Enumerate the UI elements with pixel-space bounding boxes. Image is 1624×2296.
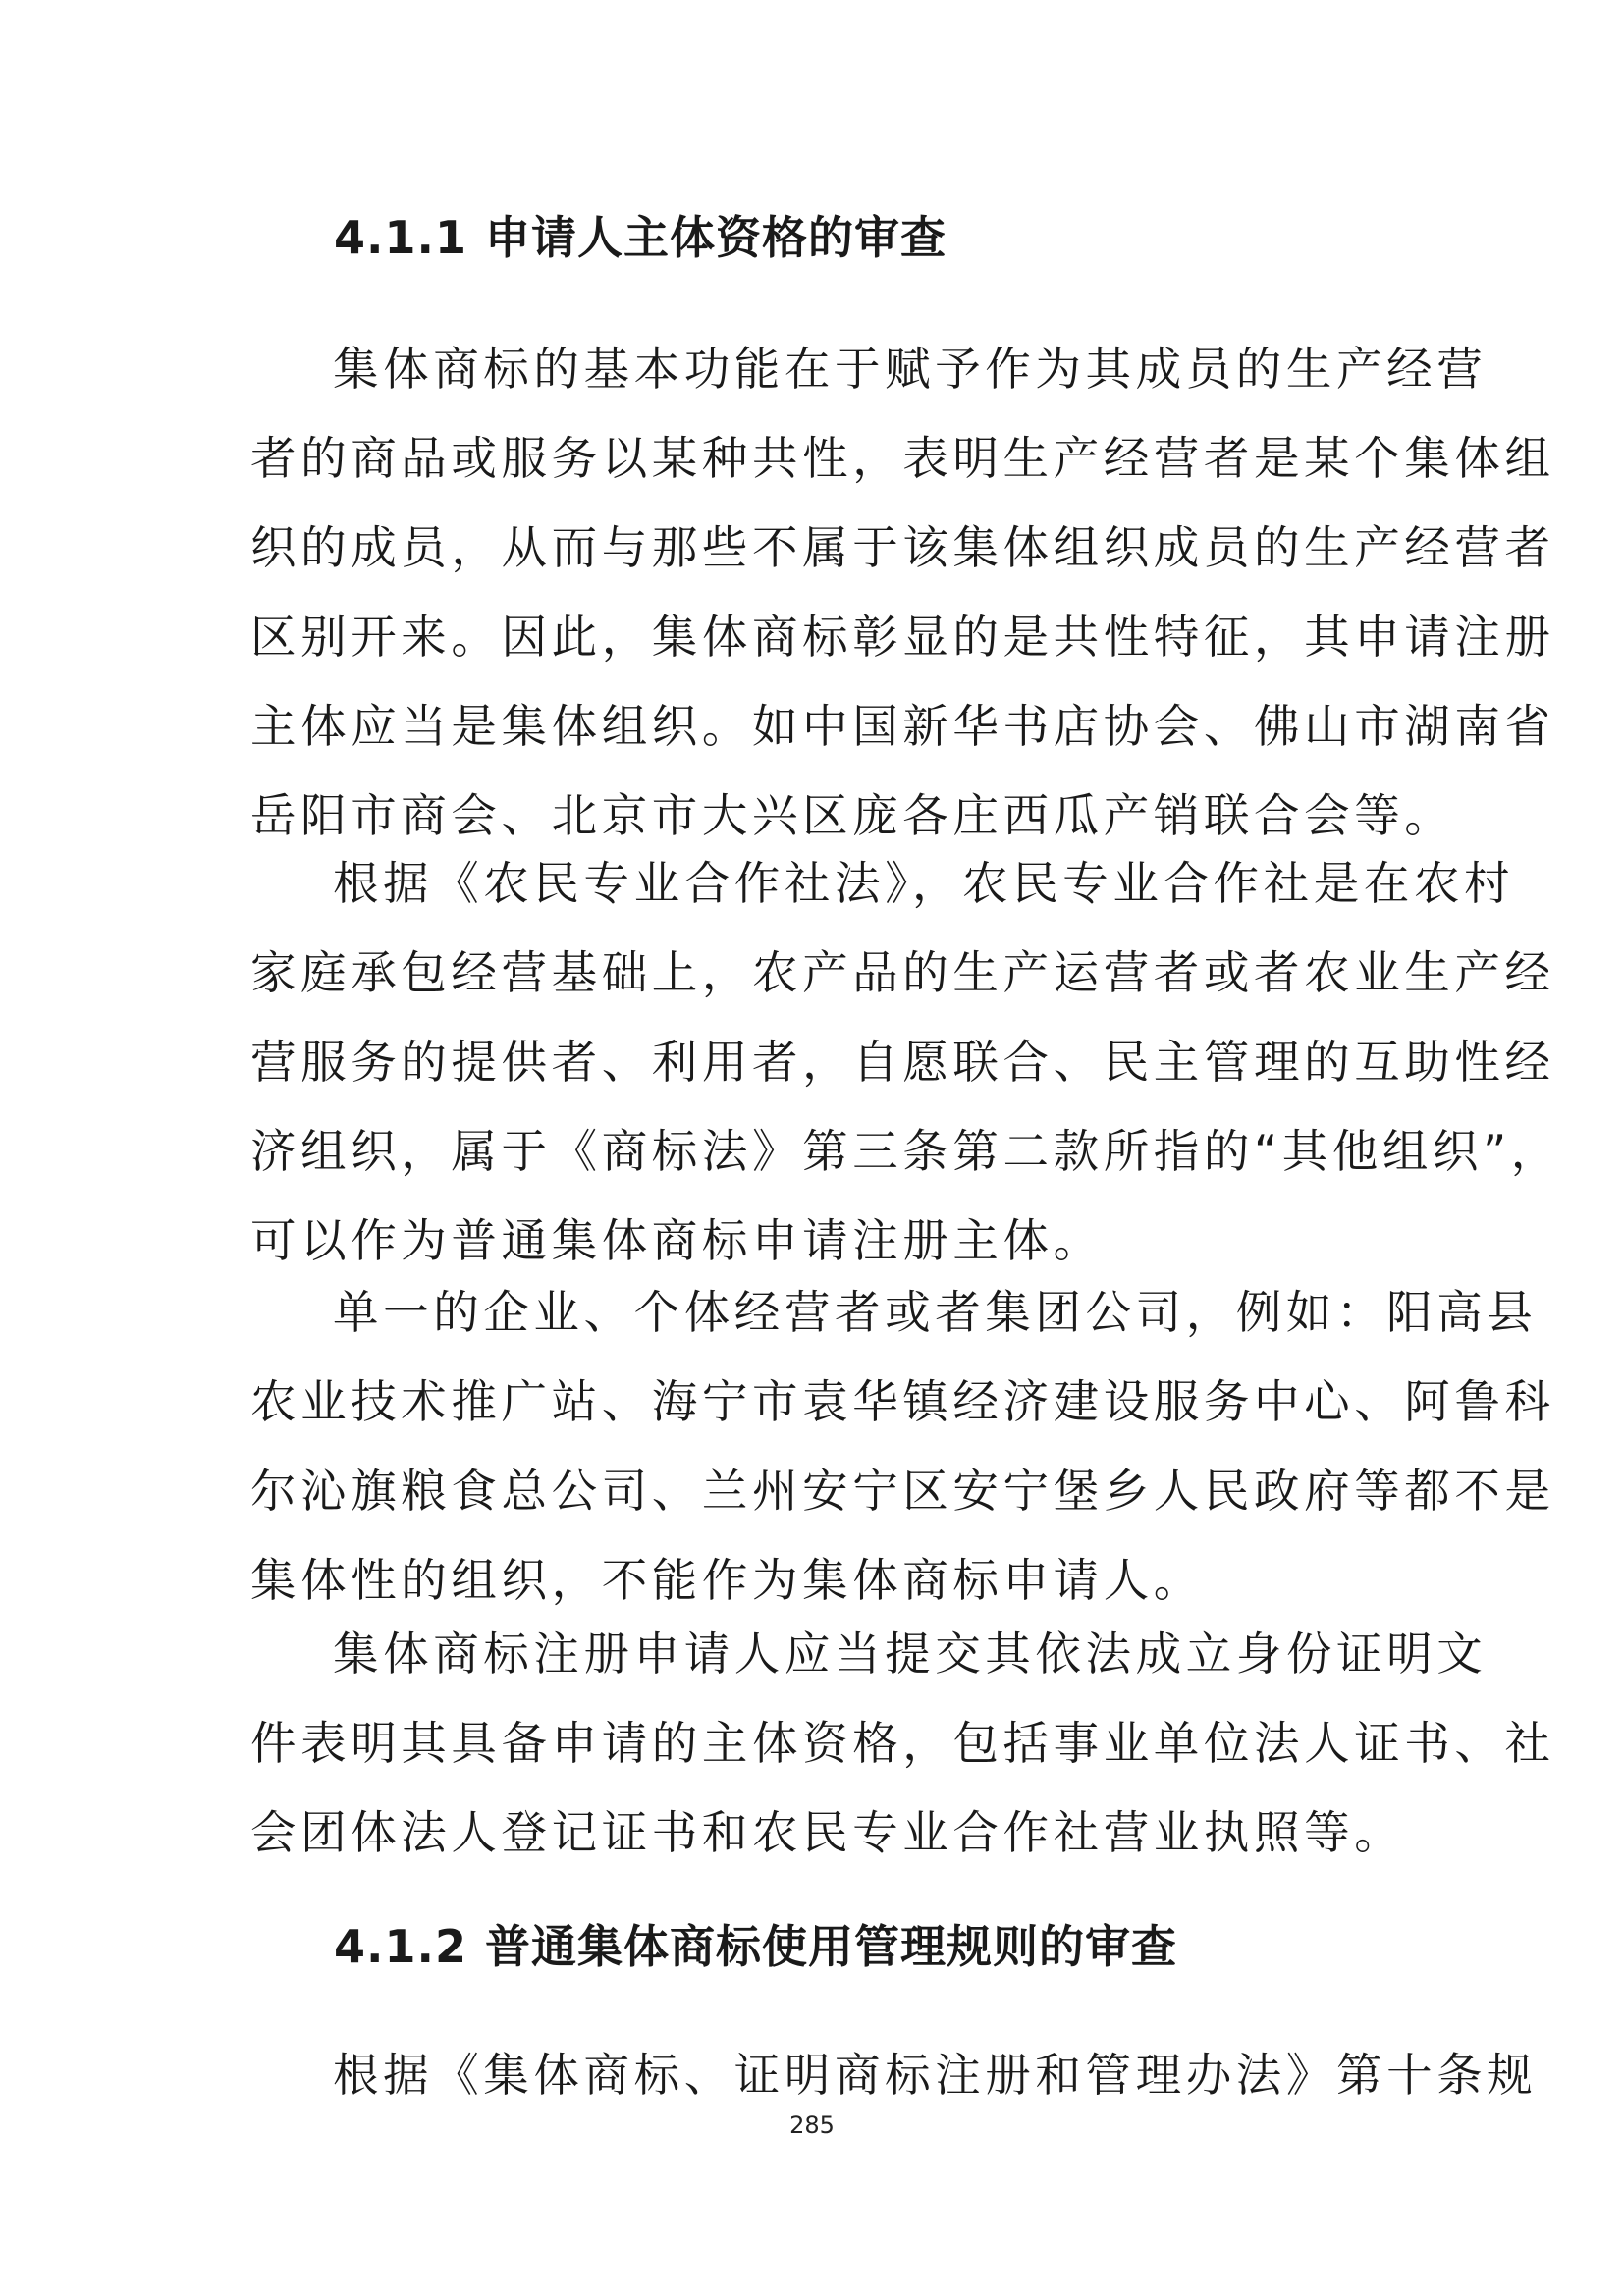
paragraph-5 — [250, 2031, 1538, 2120]
text-line: 根据《农民专业合作社法》，农民专业合作社是在农村 — [333, 857, 1515, 910]
text-line: 根据《集体商标、证明商标注册和管理办法》第十条规 — [333, 2049, 1538, 2102]
text-line: 可以作为普通集体商标申请注册主体。 — [250, 1214, 1104, 1267]
paragraph-2 — [250, 839, 1561, 1286]
text-line: 件表明其具备申请的主体资格，包括事业单位法人证书、社 — [250, 1717, 1555, 1770]
paragraph-3 — [250, 1268, 1555, 1626]
text-line: 岳阳市商会、北京市大兴区庞各庄西瓜产销联合会等。 — [250, 789, 1455, 842]
text-line: 者的商品或服务以某种共性，表明生产经营者是某个集体组 — [250, 432, 1555, 485]
text-line: 集体商标的基本功能在于赋予作为其成员的生产经营 — [333, 343, 1488, 396]
text-line: 尔沁旗粮食总公司、兰州安宁区安宁堡乡人民政府等都不是 — [250, 1465, 1555, 1518]
text-line: 集体性的组织，不能作为集体商标申请人。 — [250, 1554, 1204, 1607]
section-heading-4-1-1 — [334, 208, 947, 267]
page-number: 285 — [789, 2111, 835, 2139]
section-title: 普通集体商标使用管理规则的审查 — [484, 1920, 1177, 1973]
section-title: 申请人主体资格的审查 — [484, 211, 947, 264]
text-line: 单一的企业、个体经营者或者集团公司，例如：阳高县 — [333, 1286, 1538, 1339]
text-line: 营服务的提供者、利用者，自愿联合、民主管理的互助性经 — [250, 1036, 1555, 1089]
text-line: 济组织，属于《商标法》第三条第二款所指的“其他组织”， — [250, 1125, 1561, 1178]
section-number: 4.1.2 — [334, 1920, 467, 1973]
text-line: 主体应当是集体组织。如中国新华书店协会、佛山市湖南省 — [250, 700, 1555, 753]
text-line: 集体商标注册申请人应当提交其依法成立身份证明文 — [333, 1628, 1488, 1681]
text-line: 农业技术推广站、海宁市袁华镇经济建设服务中心、阿鲁科 — [250, 1375, 1555, 1428]
paragraph-1 — [250, 325, 1555, 861]
text-line: 区别开来。因此，集体商标彰显的是共性特征，其申请注册 — [250, 611, 1555, 664]
text-line: 家庭承包经营基础上，农产品的生产运营者或者农业生产经 — [250, 946, 1555, 999]
text-line: 会团体法人登记证书和农民专业合作社营业执照等。 — [250, 1806, 1405, 1859]
text-line: 织的成员，从而与那些不属于该集体组织成员的生产经营者 — [250, 521, 1555, 574]
paragraph-4 — [250, 1610, 1555, 1878]
section-number: 4.1.1 — [334, 211, 467, 264]
section-heading-4-1-2 — [334, 1917, 1177, 1976]
